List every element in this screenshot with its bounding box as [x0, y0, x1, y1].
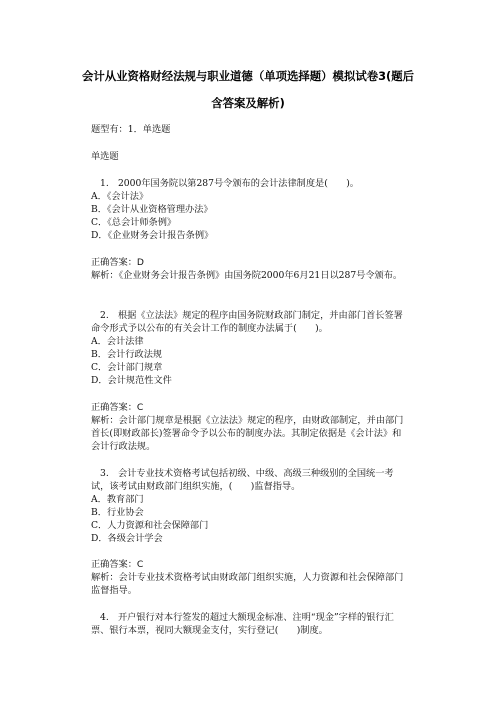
question-1-stem: 1. 2000年国务院以第287号令颁布的会计法律制度是( )。: [100, 178, 359, 189]
question-3-option-d: D．各级会计学会: [91, 533, 163, 544]
question-3-explanation: 解析：会计专业技术资格考试由财政部门组织实施，人力资源和社会保障部门监督指导。: [91, 572, 404, 596]
document-title-line-1: 会计从业资格财经法规与职业道德（单项选择题）模拟试卷3(题后: [81, 69, 415, 83]
question-1-explanation: 解析：《企业财务会计报告条例》由国务院2000年6月21日以287号令颁布。: [91, 270, 403, 281]
question-3-option-a: A．教育部门: [91, 494, 144, 505]
question-1-option-a: A．《会计法》: [91, 191, 149, 202]
question-2-option-c: C．会计部门规章: [91, 362, 163, 373]
question-1-option-d: D．《企业财务会计报告条例》: [91, 230, 214, 241]
question-1-option-b: B．《会计从业资格管理办法》: [91, 204, 213, 215]
question-1-answer: 正确答案：D: [91, 257, 145, 268]
question-3-option-c: C．人力资源和社会保障部门: [91, 520, 209, 531]
section-heading: 单选题: [91, 151, 119, 162]
question-2-option-a: A．会计法律: [91, 336, 144, 347]
document-title-line-2: 含答案及解析): [211, 96, 285, 110]
question-1-option-c: C．《总会计师条例》: [91, 217, 177, 228]
question-4-stem: 4. 开户银行对本行签发的超过大额现金标准、注明“现金”字样的银行汇票、银行本票，视同大额现金支付，实行登记( )制度。: [91, 612, 394, 636]
question-3-option-b: B．行业协会: [91, 507, 144, 518]
question-3-stem: 3. 会计专业技术资格考试包括初级、中级、高级三种级别的全国统一考试，该考试由财政部门组织实施，( )监督指导。: [91, 468, 394, 492]
question-2-option-d: D．会计规范性文件: [91, 375, 172, 386]
question-2-option-b: B．会计行政法规: [91, 349, 163, 360]
question-3-answer: 正确答案：C: [91, 559, 144, 570]
question-2-stem: 2. 根据《立法法》规定的程序由国务院财政部门制定，并由部门首长签署命令形式予以公布的有关会计工作的制度办法属于( )。: [91, 310, 403, 334]
question-2-explanation: 解析：会计部门规章是根据《立法法》规定的程序，由财政部制定，并由部门首长(即财政部长)签署命令予以公布的制度办法。其制定依据是《会计法》和会计行政法规。: [91, 415, 404, 452]
question-2-answer: 正确答案：C: [91, 402, 144, 413]
question-type-note: 题型有：1．单选题: [91, 124, 171, 135]
